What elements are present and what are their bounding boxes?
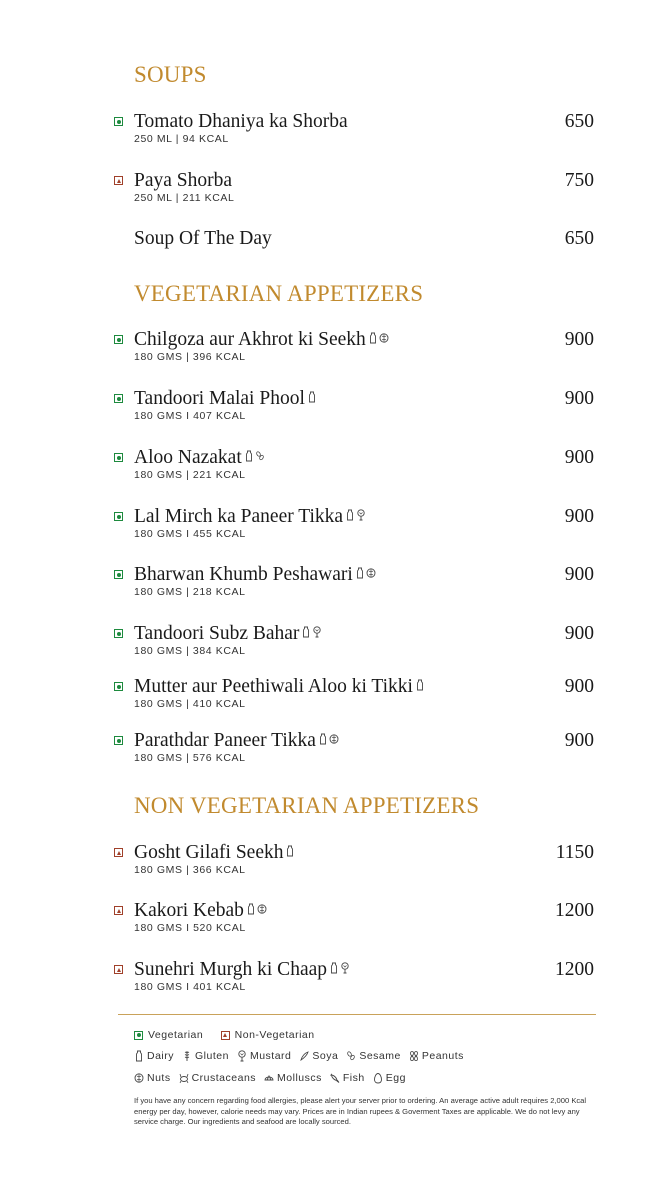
veg-marker-icon <box>114 736 123 745</box>
fish-icon <box>330 1072 340 1084</box>
legend-entry <box>373 1072 406 1084</box>
egg-icon <box>373 1072 383 1084</box>
item-meta: 180 GMS | 221 KCAL <box>134 469 246 481</box>
allergen-icons <box>355 567 376 579</box>
dairy-icon <box>318 733 328 745</box>
legend-entry-label: Peanuts <box>421 1050 464 1062</box>
dairy-icon <box>301 626 311 638</box>
item-name <box>134 228 272 250</box>
legend-entry <box>264 1072 322 1084</box>
dairy-icon <box>368 332 378 344</box>
dairy-icon <box>355 567 365 579</box>
item-name-text: Soup Of The Day <box>134 228 272 249</box>
legend-nonveg-label: Non-Vegetarian <box>234 1029 315 1041</box>
allergen-icons <box>285 845 295 857</box>
dairy-icon <box>415 679 425 691</box>
allergy-note: If you have any concern regarding food allergies, please alert your server prior to ordering. An average active adult requires 2,000 Kcal energy per day, however, calorie needs may vary. Prices are in Indian rupees & Goverment Taxes are applicable. We do not levy any service charge. Our ingredients and seafood are locally sourced. <box>134 1096 587 1126</box>
mustard-icon <box>237 1050 247 1062</box>
legend-veg <box>134 1029 203 1041</box>
item-name-text: Lal Mirch ka Paneer Tikka <box>134 506 344 527</box>
allergen-icons <box>301 626 322 638</box>
dairy-icon <box>345 509 355 521</box>
nuts-icon <box>379 332 389 344</box>
item-price: 900 <box>564 730 594 751</box>
item-name <box>134 447 265 469</box>
legend-entry-label: Soya <box>312 1050 339 1062</box>
item-name-text: Sunehri Murgh ki Chaap <box>134 959 328 980</box>
divider <box>118 1014 596 1015</box>
item-meta: 180 GMS | 396 KCAL <box>134 351 246 363</box>
section-title-nonveg-appetizers: NON VEGETARIAN APPETIZERS <box>134 793 480 818</box>
item-price: 900 <box>564 447 594 468</box>
item-meta: 180 GMS | 366 KCAL <box>134 864 246 876</box>
dairy-icon <box>246 903 256 915</box>
gluten-icon <box>182 1050 192 1062</box>
dairy-icon <box>285 845 295 857</box>
item-price: 900 <box>564 564 594 585</box>
allergen-icons <box>345 509 366 521</box>
item-name <box>134 842 295 864</box>
legend-entry-label: Dairy <box>147 1050 175 1062</box>
dairy-icon <box>134 1050 144 1062</box>
nonveg-marker-icon <box>221 1031 230 1040</box>
legend-entry-label: Egg <box>385 1072 406 1084</box>
section-title-veg-appetizers: VEGETARIAN APPETIZERS <box>134 281 424 306</box>
legend-entry <box>330 1072 365 1084</box>
legend-diet <box>134 1029 323 1043</box>
item-price: 1200 <box>555 900 594 921</box>
item-name <box>134 959 350 981</box>
item-name <box>134 388 317 410</box>
item-price: 750 <box>564 170 594 191</box>
veg-marker-icon <box>114 629 123 638</box>
legend-entry <box>299 1050 338 1062</box>
allergen-icons <box>415 679 425 691</box>
item-price: 900 <box>564 388 594 409</box>
item-name-text: Paya Shorba <box>134 170 233 191</box>
nonveg-marker-icon <box>114 848 123 857</box>
item-price: 900 <box>564 506 594 527</box>
mustard-icon <box>356 509 366 521</box>
item-name-text: Gosht Gilafi Seekh <box>134 842 284 863</box>
legend-allergens-row1 <box>134 1050 472 1065</box>
item-name <box>134 623 322 645</box>
nuts-icon <box>366 567 376 579</box>
item-name-text: Kakori Kebab <box>134 900 244 921</box>
allergen-icons <box>329 962 350 974</box>
molluscs-icon <box>264 1072 274 1084</box>
item-meta: 180 GMS I 407 KCAL <box>134 410 246 422</box>
dairy-icon <box>244 450 254 462</box>
legend-entry <box>179 1072 256 1084</box>
sesame-icon <box>346 1050 356 1062</box>
item-name <box>134 329 389 351</box>
veg-marker-icon <box>114 453 123 462</box>
allergen-icons <box>307 391 317 403</box>
veg-marker-icon <box>114 335 123 344</box>
item-meta: 180 GMS I 401 KCAL <box>134 981 246 993</box>
nuts-icon <box>329 733 339 745</box>
item-name-text: Chilgoza aur Akhrot ki Seekh <box>134 329 366 350</box>
legend-allergens-row2 <box>134 1072 414 1087</box>
legend-entry <box>134 1050 174 1062</box>
item-price: 900 <box>564 623 594 644</box>
veg-marker-icon <box>114 394 123 403</box>
soya-icon <box>299 1050 309 1062</box>
section-title-soups: SOUPS <box>134 62 207 87</box>
legend-entry-label: Gluten <box>195 1050 229 1062</box>
item-name-text: Tandoori Malai Phool <box>134 388 305 409</box>
legend-entry <box>409 1050 464 1062</box>
item-name <box>134 111 348 133</box>
legend-entry-label: Molluscs <box>277 1072 322 1084</box>
item-name-text: Parathdar Paneer Tikka <box>134 730 316 751</box>
item-name-text: Mutter aur Peethiwali Aloo ki Tikki <box>134 676 413 697</box>
crustaceans-icon <box>179 1072 189 1084</box>
veg-marker-icon <box>114 682 123 691</box>
legend-entry-label: Crustaceans <box>191 1072 257 1084</box>
legend-entry <box>237 1050 291 1062</box>
item-meta: 250 ML | 94 KCAL <box>134 133 229 145</box>
item-price: 1150 <box>555 842 594 863</box>
item-price: 900 <box>564 676 594 697</box>
mustard-icon <box>312 626 322 638</box>
legend-entry <box>134 1072 171 1084</box>
item-name <box>134 506 366 528</box>
item-name <box>134 900 267 922</box>
legend-entry-label: Nuts <box>147 1072 171 1084</box>
item-name-text: Tomato Dhaniya ka Shorba <box>134 111 348 132</box>
veg-marker-icon <box>114 512 123 521</box>
peanuts-icon <box>409 1050 419 1062</box>
dairy-icon <box>307 391 317 403</box>
item-price: 900 <box>564 329 594 350</box>
legend-entry-label: Mustard <box>249 1050 292 1062</box>
item-price: 650 <box>564 228 594 249</box>
veg-marker-icon <box>114 570 123 579</box>
legend-veg-label: Vegetarian <box>148 1029 204 1041</box>
allergen-icons <box>244 450 265 462</box>
legend-entry-label: Fish <box>342 1072 365 1084</box>
legend-entry <box>346 1050 401 1062</box>
allergen-icons <box>368 332 389 344</box>
item-meta: 180 GMS | 218 KCAL <box>134 586 246 598</box>
veg-marker-icon <box>134 1031 143 1040</box>
nuts-icon <box>134 1072 144 1084</box>
item-name <box>134 676 425 698</box>
item-meta: 250 ML | 211 KCAL <box>134 192 235 204</box>
item-meta: 180 GMS I 520 KCAL <box>134 922 246 934</box>
sesame-icon <box>255 450 265 462</box>
nonveg-marker-icon <box>114 965 123 974</box>
item-name <box>134 564 376 586</box>
item-meta: 180 GMS I 455 KCAL <box>134 528 246 540</box>
item-price: 650 <box>564 111 594 132</box>
legend-entry <box>182 1050 229 1062</box>
item-name <box>134 730 339 752</box>
veg-marker-icon <box>114 117 123 126</box>
mustard-icon <box>340 962 350 974</box>
allergen-icons <box>246 903 267 915</box>
nuts-icon <box>257 903 267 915</box>
allergen-icons <box>318 733 339 745</box>
dairy-icon <box>329 962 339 974</box>
item-name-text: Bharwan Khumb Peshawari <box>134 564 353 585</box>
item-meta: 180 GMS | 410 KCAL <box>134 698 246 710</box>
item-name <box>134 170 232 192</box>
item-meta: 180 GMS | 576 KCAL <box>134 752 246 764</box>
item-price: 1200 <box>555 959 594 980</box>
item-name-text: Tandoori Subz Bahar <box>134 623 300 644</box>
nonveg-marker-icon <box>114 906 123 915</box>
nonveg-marker-icon <box>114 176 123 185</box>
legend-nonveg <box>221 1029 315 1041</box>
item-name-text: Aloo Nazakat <box>134 447 242 468</box>
item-meta: 180 GMS | 384 KCAL <box>134 645 246 657</box>
legend-entry-label: Sesame <box>359 1050 401 1062</box>
